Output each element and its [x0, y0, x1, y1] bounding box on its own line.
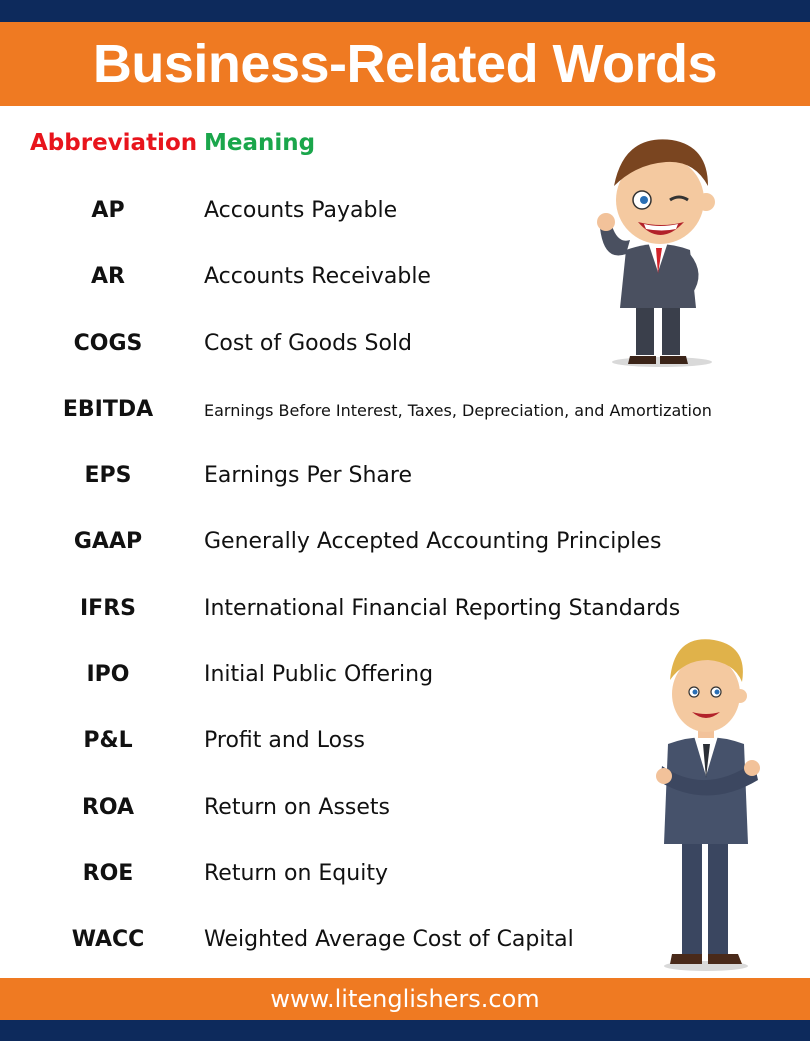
abbreviation: IFRS [80, 595, 136, 621]
abbreviation: IPO [86, 662, 130, 688]
abbreviation: EBITDA [62, 396, 154, 422]
abbreviation: WACC [71, 927, 145, 953]
website-link[interactable]: www.litenglishers.com [0, 978, 810, 1020]
abbreviation: ROA [81, 794, 135, 820]
meaning: Accounts Payable [204, 198, 398, 223]
meaning: Accounts Receivable [204, 264, 431, 290]
abbreviation: COGS [73, 330, 143, 356]
abbreviation: AR [91, 264, 125, 290]
meaning: Initial Public Offering [204, 662, 434, 688]
meaning: Cost of Goods Sold [204, 330, 412, 356]
winking-businessman-illustration [590, 130, 730, 370]
meaning: Generally Accepted Accounting Principles [204, 529, 662, 555]
abbreviation: GAAP [73, 529, 143, 555]
list-item [0, 511, 810, 577]
arms-crossed-businessman-illustration [648, 636, 768, 972]
abbreviation: ROE [82, 860, 134, 886]
page-title: Business-Related Words [0, 22, 810, 106]
meaning: International Financial Reporting Standards [204, 595, 681, 621]
list-item [0, 578, 810, 644]
column-header-abbreviation: Abbreviation [30, 130, 198, 156]
abbreviation: P&L [83, 728, 133, 754]
meaning: Earnings Before Interest, Taxes, Depreciation, and Amortization [204, 400, 712, 420]
abbreviation: EPS [84, 463, 132, 489]
bottom-border [0, 1020, 810, 1041]
meaning: Profit and Loss [204, 728, 366, 754]
list-item [0, 379, 810, 445]
abbreviation: AP [91, 198, 125, 223]
top-border [0, 0, 810, 22]
column-header-meaning: Meaning [204, 130, 316, 156]
meaning: Return on Equity [204, 860, 388, 886]
meaning: Earnings Per Share [204, 463, 413, 489]
list-item [0, 445, 810, 511]
meaning: Weighted Average Cost of Capital [204, 927, 574, 953]
meaning: Return on Assets [204, 794, 390, 820]
